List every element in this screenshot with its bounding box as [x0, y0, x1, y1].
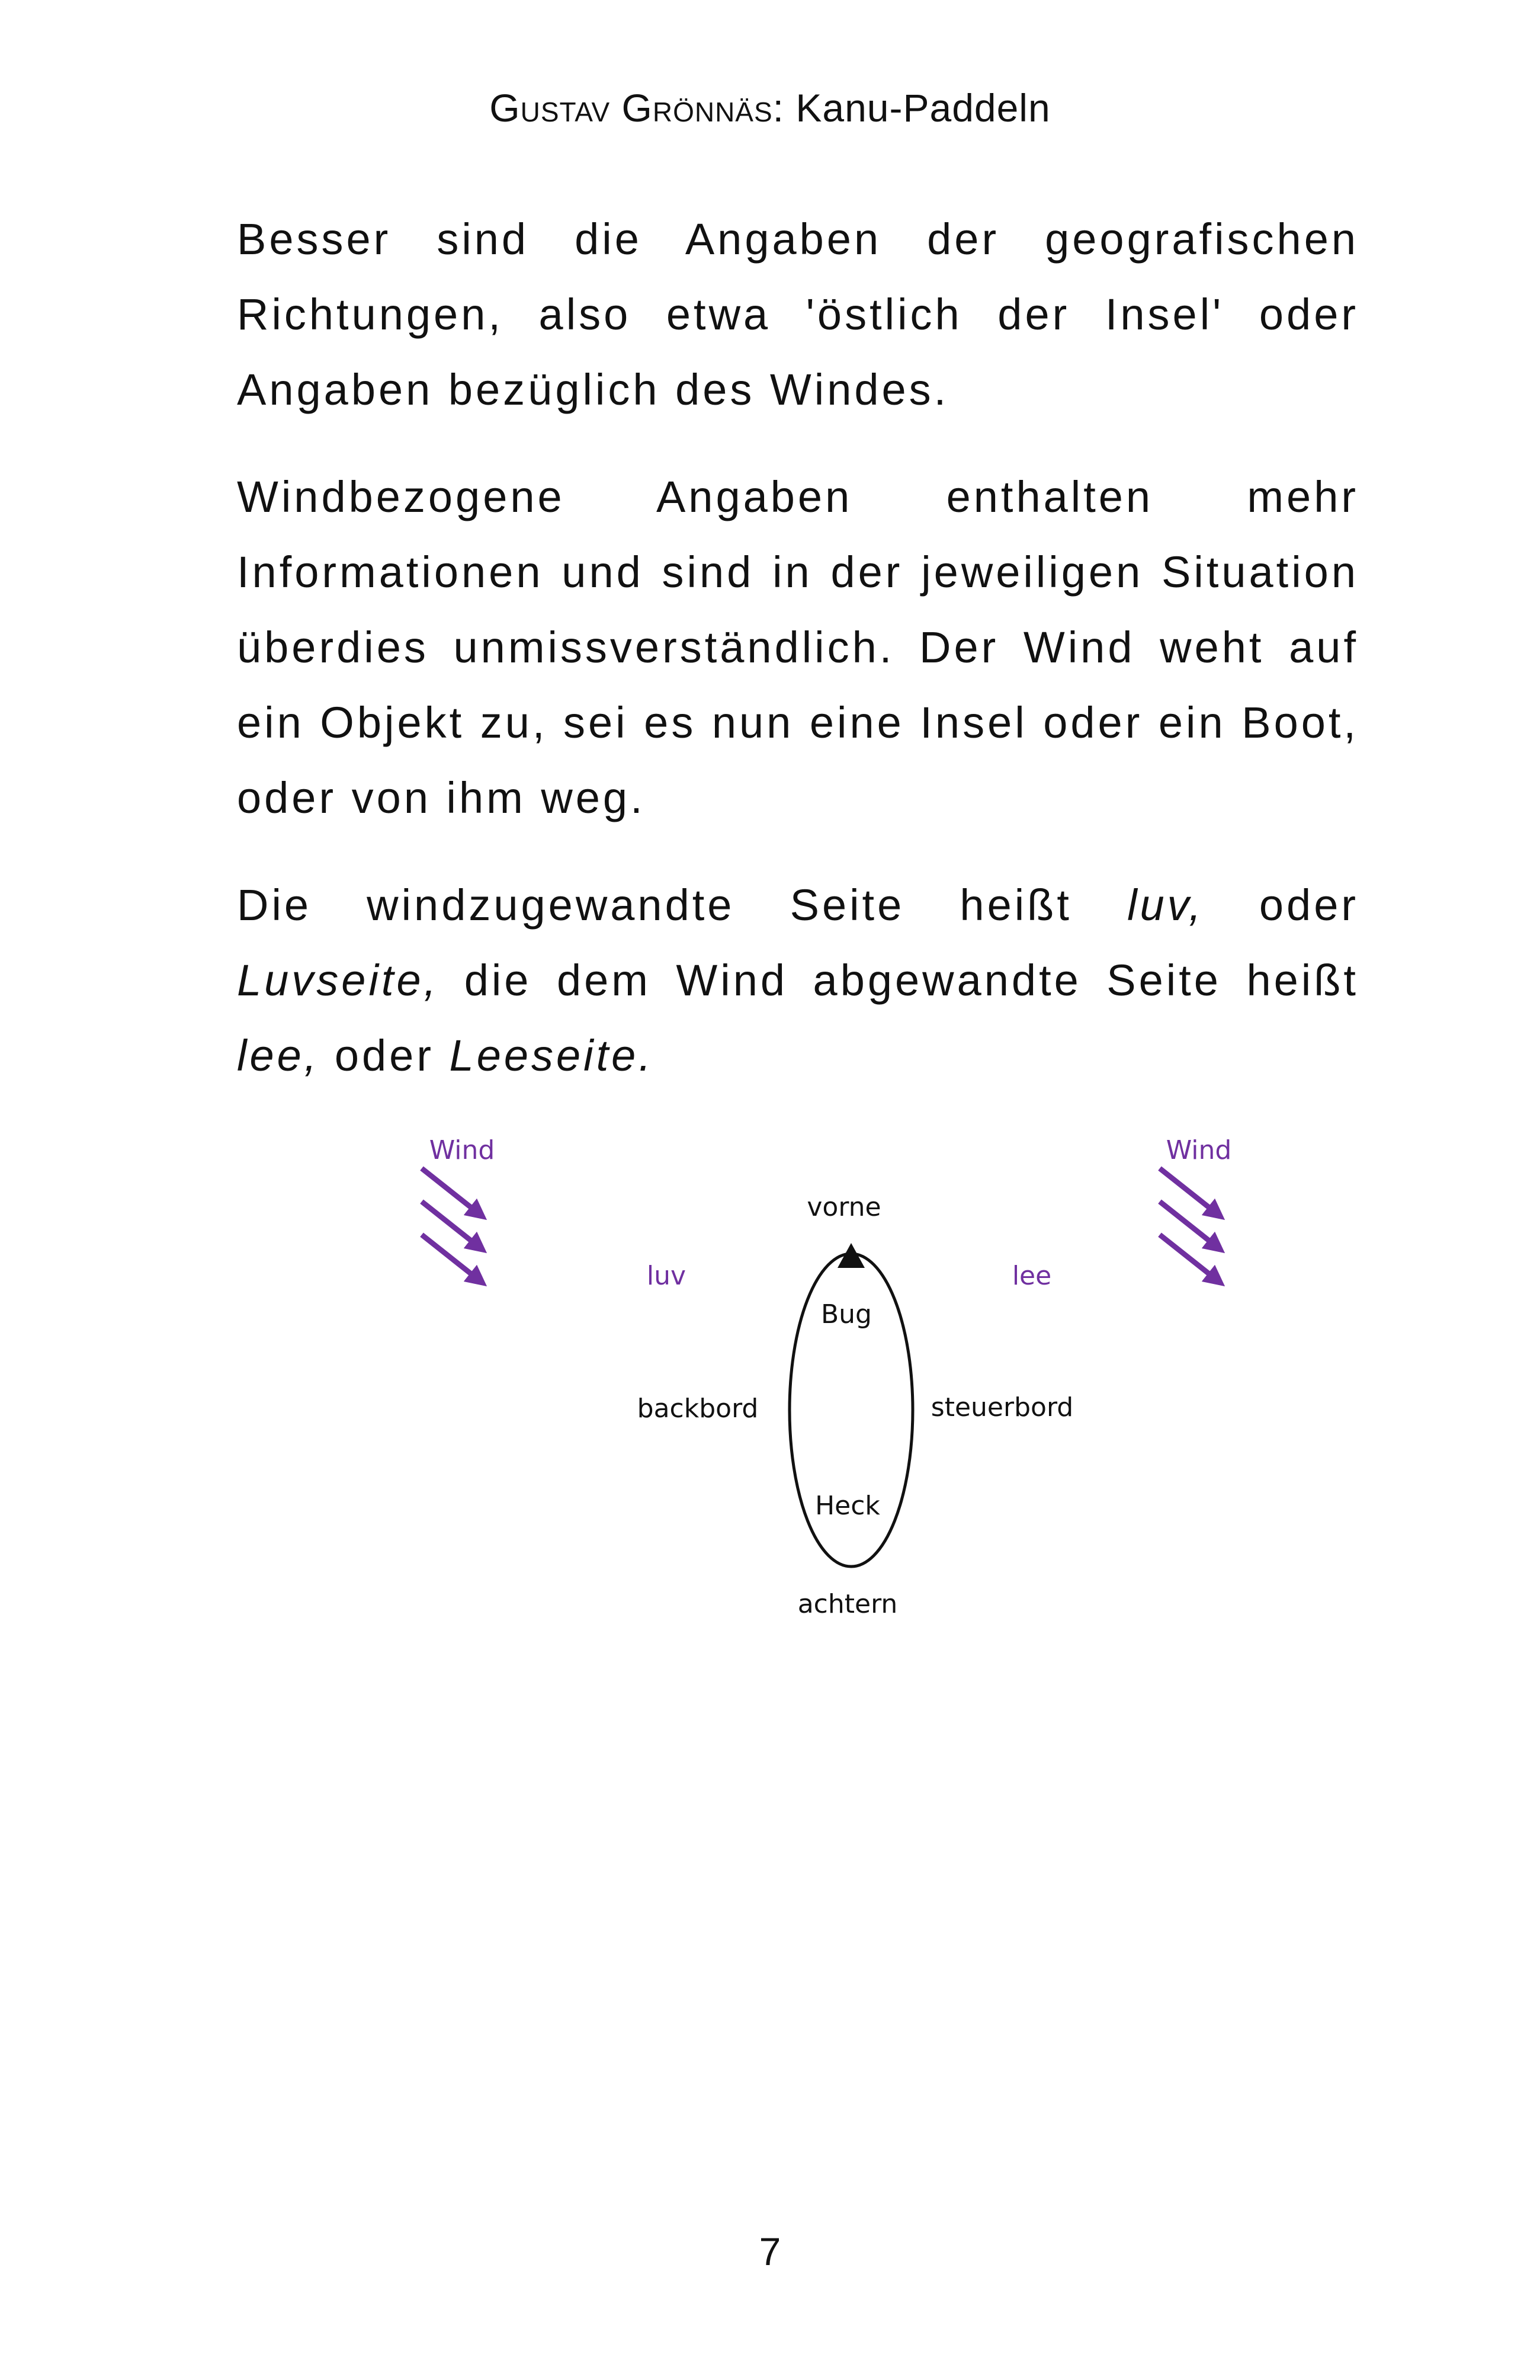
p3-text-2: oder [1204, 880, 1359, 930]
diagram-svg [0, 1126, 1540, 1635]
steuerbord-label: steuerbord [931, 1392, 1074, 1423]
bug-label: Bug [820, 1299, 872, 1330]
p3-text-1: Die windzugewandte Seite heißt [237, 880, 1128, 930]
vorne-label: vorne [807, 1192, 881, 1222]
wind-label-right: Wind [1166, 1135, 1232, 1165]
body-text [237, 201, 1359, 1125]
term-leeseite: Leeseite. [449, 1031, 654, 1080]
page-number: 7 [759, 2230, 781, 2273]
header-author-first: Gustav [489, 86, 611, 130]
paragraph-1: Besser sind die Angaben der geografischen Richtungen, also etwa 'östlich der Insel' oder Angaben bezüglich des Windes. [237, 214, 1359, 414]
p3-text-4: oder [319, 1031, 450, 1080]
achtern-label: achtern [797, 1589, 898, 1619]
term-lee: lee, [237, 1031, 320, 1080]
term-luvseite: Luvseite, [237, 956, 439, 1005]
wind-label-left: Wind [429, 1135, 495, 1165]
term-luv: luv, [1127, 880, 1204, 930]
paragraph-3 [237, 867, 1359, 1093]
luv-label: luv [646, 1261, 686, 1291]
paragraph-2: Windbezogene Angaben enthalten mehr Informationen und sind in der jeweiligen Situation überdies unmissverständlich. Der Wind weht auf ein Objekt zu, sei es nun eine Insel oder ein Boot, oder von ihm weg. [237, 472, 1359, 822]
lee-label: lee [1012, 1261, 1052, 1291]
wind-arrows-left [422, 1168, 479, 1280]
header-author-last: Grönnäs [621, 86, 773, 130]
header-separator: : [772, 86, 784, 130]
boat-orientation-diagram [0, 1126, 1540, 1635]
header-book-title: Kanu-Paddeln [795, 86, 1051, 130]
wind-arrows-right [1160, 1168, 1217, 1280]
p3-text-3: die dem Wind abgewandte Seite heißt [439, 956, 1359, 1005]
backbord-label: backbord [637, 1394, 759, 1424]
running-header [0, 84, 1540, 132]
heck-label: Heck [815, 1491, 880, 1521]
